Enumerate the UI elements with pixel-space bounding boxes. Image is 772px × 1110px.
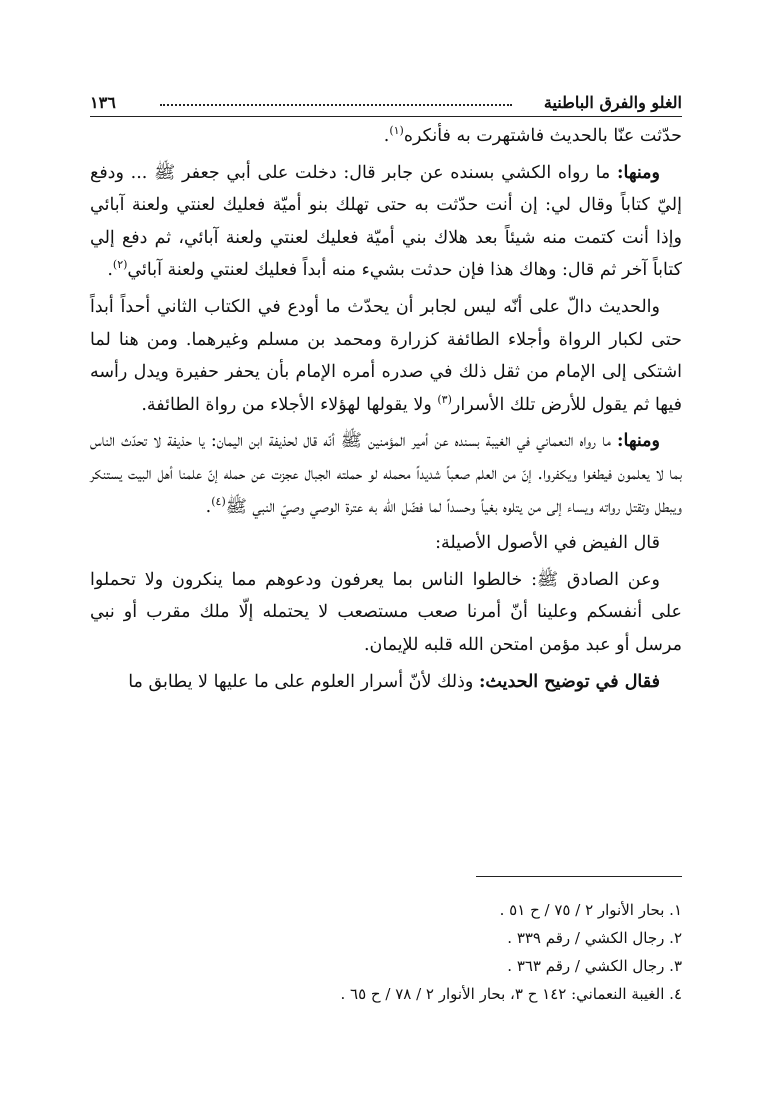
footnotes bbox=[90, 896, 682, 1008]
main-text bbox=[90, 120, 682, 698]
running-header bbox=[90, 92, 682, 114]
paragraph-2-end: . bbox=[107, 260, 113, 281]
paragraph-4-text: ما رواه النعماني في الغيبة بسنده عن أمير المؤمنين ﷺ أنّه قال لحذيفة ابن اليمان: يا حذيفة لا تحدّث الناس بما لا يعلمون فيطغوا ويكفروا. إنّ من العلم صعباً شديداً محمله لو حملته الجبال عجزت عن حمله إنّ علمنا أهل البيت يستنكر ويبطل وتقتل رواته ويساء إلى من يتلوه بغياً وحسداً لما فضّل الله به عترة الوصي وصيّ النبي ﷺ bbox=[90, 431, 682, 517]
footnote-ref-4: (٤) bbox=[211, 494, 226, 508]
paragraph-7-text: وذلك لأنّ أسرار العلوم على ما عليها لا يطابق ما bbox=[128, 671, 474, 692]
leader-dots bbox=[160, 104, 512, 106]
paragraph-7-lead: فقال في توضيح الحديث: bbox=[478, 671, 660, 692]
paragraph-4 bbox=[90, 425, 682, 523]
footnote-ref-1: (١) bbox=[389, 124, 404, 138]
footnote-4: ٤. الغيبة النعماني: ١٤٢ ح ٣، بحار الأنوار ٢ / ٧٨ / ح ٦٥ . bbox=[340, 985, 682, 1003]
footnote-1: ١. بحار الأنوار ٢ / ٧٥ / ح ٥١ . bbox=[499, 901, 682, 919]
paragraph-1 bbox=[90, 120, 682, 153]
paragraph-1-end: . bbox=[383, 126, 390, 146]
paragraph-2 bbox=[90, 157, 682, 287]
paragraph-2-text: ما رواه الكشي بسنده عن جابر قال: دخلت على أبي جعفر ﷺ ... ودفع إليّ كتاباً وقال لي: إن أنت حدّثت به حتى تهلك بنو أميّة فعليك لعنتي ولعنة آبائي وإذا أنت كتمت منه شيئاً بعد هلاك بني أميّة فعليك لعنتي ولعنة آبائي، ثم دفع إلي كتاباً آخر ثم قال: وهاك هذا فإن حدثت بشيء منه أبداً فعليك لعنتي ولعنة آبائي bbox=[90, 162, 682, 281]
footnote-ref-3: (٣) bbox=[437, 392, 452, 406]
paragraph-5 bbox=[90, 527, 682, 560]
running-title: الغلو والفرق الباطنية bbox=[543, 93, 682, 112]
paragraph-4-end: . bbox=[205, 496, 212, 517]
paragraph-6-text: وعن الصادق ﷺ: خالطوا الناس بما يعرفون ودعوهم مما ينكرون ولا تحملوا على أنفسكم وعلينا أنّ أمرنا صعب مستصعب لا يحتمله إلّا ملك مقرب أو نبي مرسل أو عبد مؤمن امتحن الله قلبه للإيمان. bbox=[90, 569, 682, 655]
paragraph-2-lead: ومنها: bbox=[617, 162, 660, 183]
paragraph-5-text: قال الفيض في الأصول الأصيلة: bbox=[435, 533, 660, 554]
paragraph-4-lead: ومنها: bbox=[617, 431, 660, 452]
footnote-rule bbox=[476, 876, 682, 877]
footnote-3: ٣. رجال الكشي / رقم ٣٦٣ . bbox=[507, 957, 682, 975]
header-rule bbox=[90, 116, 682, 117]
paragraph-6 bbox=[90, 564, 682, 662]
footnote-2: ٢. رجال الكشي / رقم ٣٣٩ . bbox=[507, 929, 682, 947]
page-number: ١٣٦ bbox=[90, 93, 116, 112]
paragraph-3-text-end: ولا يقولها لهؤلاء الأجلاء من رواة الطائفة. bbox=[141, 394, 432, 415]
paragraph-3 bbox=[90, 291, 682, 421]
paragraph-7 bbox=[90, 666, 682, 699]
paragraph-1-text: حدّثت عنّا بالحديث فاشتهرت به فأنكره bbox=[403, 126, 682, 146]
paragraph-3-text: والحديث دالّ على أنّه ليس لجابر أن يحدّث ما أودع في الكتاب الثاني أحداً أبداً حتى لكبار الرواة وأجلاء الطائفة كزرارة ومحمد بن مسلم وغيرهما. ومن هنا لما اشتكى إلى الإمام من ثقل ذلك في صدره أمره الإمام بأن يحفر حفيرة ويدل رأسه فيها ثم يقول للأرض تلك الأسرار bbox=[90, 296, 682, 415]
footnote-ref-2: (٢) bbox=[112, 258, 128, 272]
